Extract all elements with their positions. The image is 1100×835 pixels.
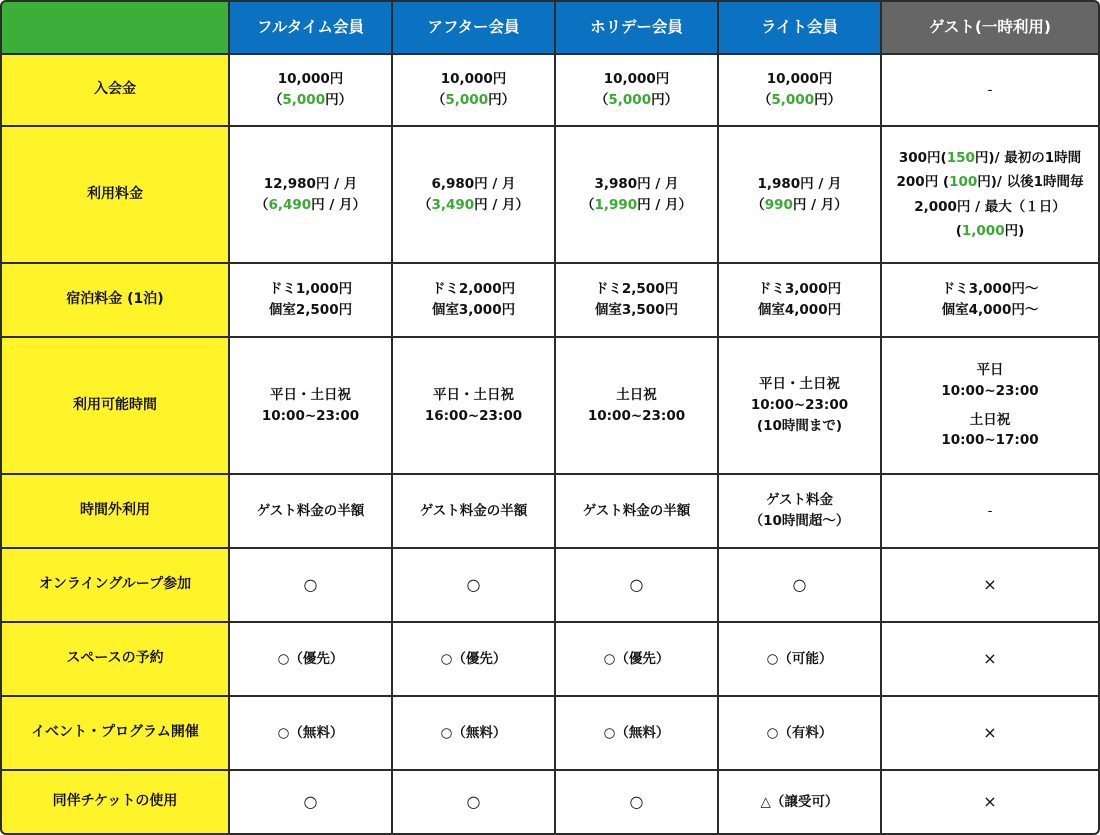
fee-after — [393, 127, 554, 262]
fee-price: 3,980円 / 月 — [594, 175, 679, 192]
fee-fulltime — [230, 127, 391, 262]
row-header-admission: 入会金 — [2, 55, 228, 125]
fee-price: 1,980円 / 月 — [757, 175, 842, 192]
hours-days: 平日・土日祝 — [759, 376, 840, 393]
companion-ticket-fulltime: ○ — [230, 771, 391, 833]
overtime-holiday: ゲスト料金の半額 — [556, 475, 717, 547]
stay-private: 個室4,000円〜 — [941, 302, 1039, 318]
row-header-stay: 宿泊料金 (1泊) — [2, 264, 228, 336]
admission-fulltime — [230, 55, 391, 125]
column-header-light: ライト会員 — [719, 2, 880, 53]
stay-light — [719, 264, 880, 336]
admission-light — [719, 55, 880, 125]
hours-weekend-time: 10:00~17:00 — [941, 432, 1039, 449]
space-reservation-holiday: ○（優先） — [556, 623, 717, 695]
stay-fulltime — [230, 264, 391, 336]
hours-time: 10:00~23:00 — [587, 407, 686, 424]
admission-after — [393, 55, 554, 125]
stay-private: 個室3,500円 — [594, 302, 679, 318]
stay-dorm: ドミ3,000円 — [757, 281, 842, 298]
admission-holiday — [556, 55, 717, 125]
row-header-fee: 利用料金 — [2, 127, 228, 262]
hours-fulltime — [230, 338, 391, 473]
column-header-holiday: ホリデー会員 — [556, 2, 717, 53]
admission-discount: （5,000円） — [594, 92, 679, 108]
column-header-fulltime: フルタイム会員 — [230, 2, 391, 53]
stay-private: 個室4,000円 — [757, 302, 842, 318]
stay-dorm: ドミ2,500円 — [594, 281, 679, 298]
events-holiday: ○（無料） — [556, 697, 717, 769]
fee-holiday — [556, 127, 717, 262]
row-header-companion-ticket: 同伴チケットの使用 — [2, 771, 228, 833]
admission-price: 10,000円 — [440, 71, 507, 88]
row-header-hours: 利用可能時間 — [2, 338, 228, 473]
companion-ticket-after: ○ — [393, 771, 554, 833]
space-reservation-fulltime: ○（優先） — [230, 623, 391, 695]
admission-discount: （5,000円） — [431, 92, 516, 108]
hours-limit: (10時間まで) — [756, 417, 843, 434]
space-reservation-guest: × — [882, 623, 1098, 695]
stay-holiday — [556, 264, 717, 336]
overtime-condition: （10時間超〜） — [749, 513, 850, 529]
hours-time: 10:00~23:00 — [750, 397, 849, 414]
online-group-light: ○ — [719, 549, 880, 621]
column-header-after: アフター会員 — [393, 2, 554, 53]
row-header-online-group: オンライングループ参加 — [2, 549, 228, 621]
admission-discount: （5,000円） — [268, 92, 353, 108]
row-header-overtime: 時間外利用 — [2, 475, 228, 547]
admission-price: 10,000円 — [277, 71, 344, 88]
online-group-fulltime: ○ — [230, 549, 391, 621]
overtime-light — [719, 475, 880, 547]
companion-ticket-guest: × — [882, 771, 1098, 833]
table-corner — [2, 2, 228, 53]
fee-guest-first-hour: 300円(150円)/ 最初の1時間 — [898, 149, 1082, 166]
events-fulltime: ○（無料） — [230, 697, 391, 769]
fee-price: 6,980円 / 月 — [431, 175, 516, 192]
events-light: ○（有料） — [719, 697, 880, 769]
hours-holiday — [556, 338, 717, 473]
fee-light — [719, 127, 880, 262]
hours-days: 平日・土日祝 — [270, 386, 351, 403]
admission-price: 10,000円 — [603, 71, 670, 88]
hours-after — [393, 338, 554, 473]
hours-days: 土日祝 — [616, 386, 657, 403]
space-reservation-light: ○（可能） — [719, 623, 880, 695]
hours-weekday: 平日 — [976, 361, 1004, 378]
admission-discount: （5,000円） — [757, 92, 842, 108]
companion-ticket-light: △（譲受可） — [719, 771, 880, 833]
hours-weekday-time: 10:00~23:00 — [941, 382, 1039, 399]
hours-weekend: 土日祝 — [969, 411, 1011, 428]
fee-guest-daily-max: 2,000円 / 最大（１日） — [914, 198, 1066, 215]
stay-dorm: ドミ3,000円〜 — [941, 281, 1039, 298]
hours-guest — [882, 338, 1098, 473]
row-header-space-reservation: スペースの予約 — [2, 623, 228, 695]
stay-private: 個室3,000円 — [431, 302, 516, 318]
admission-price: 10,000円 — [766, 71, 833, 88]
fee-discount: （990円 / 月） — [751, 196, 848, 213]
stay-guest — [882, 264, 1098, 336]
fee-price: 12,980円 / 月 — [263, 175, 358, 192]
fee-guest-additional-hour: 200円 (100円)/ 以後1時間毎 — [896, 174, 1084, 191]
fee-discount: （3,490円 / 月） — [417, 196, 530, 213]
stay-after — [393, 264, 554, 336]
hours-time: 10:00~23:00 — [261, 407, 360, 424]
fee-discount: （1,990円 / 月） — [580, 196, 693, 213]
fee-guest — [882, 127, 1098, 262]
hours-time: 16:00~23:00 — [424, 407, 523, 424]
online-group-holiday: ○ — [556, 549, 717, 621]
fee-guest-discount: (1,000円) — [955, 222, 1025, 239]
space-reservation-after: ○（優先） — [393, 623, 554, 695]
overtime-rate: ゲスト料金 — [766, 492, 833, 509]
admission-guest: - — [882, 55, 1098, 125]
overtime-guest: - — [882, 475, 1098, 547]
hours-light — [719, 338, 880, 473]
events-guest: × — [882, 697, 1098, 769]
overtime-fulltime: ゲスト料金の半額 — [230, 475, 391, 547]
hours-days: 平日・土日祝 — [433, 386, 514, 403]
events-after: ○（無料） — [393, 697, 554, 769]
overtime-after: ゲスト料金の半額 — [393, 475, 554, 547]
stay-dorm: ドミ2,000円 — [431, 281, 516, 298]
companion-ticket-holiday: ○ — [556, 771, 717, 833]
stay-dorm: ドミ1,000円 — [268, 281, 353, 298]
online-group-guest: × — [882, 549, 1098, 621]
stay-private: 個室2,500円 — [268, 302, 353, 318]
fee-discount: （6,490円 / 月） — [254, 196, 367, 213]
column-header-guest: ゲスト(一時利用) — [882, 2, 1098, 53]
online-group-after: ○ — [393, 549, 554, 621]
row-header-events: イベント・プログラム開催 — [2, 697, 228, 769]
